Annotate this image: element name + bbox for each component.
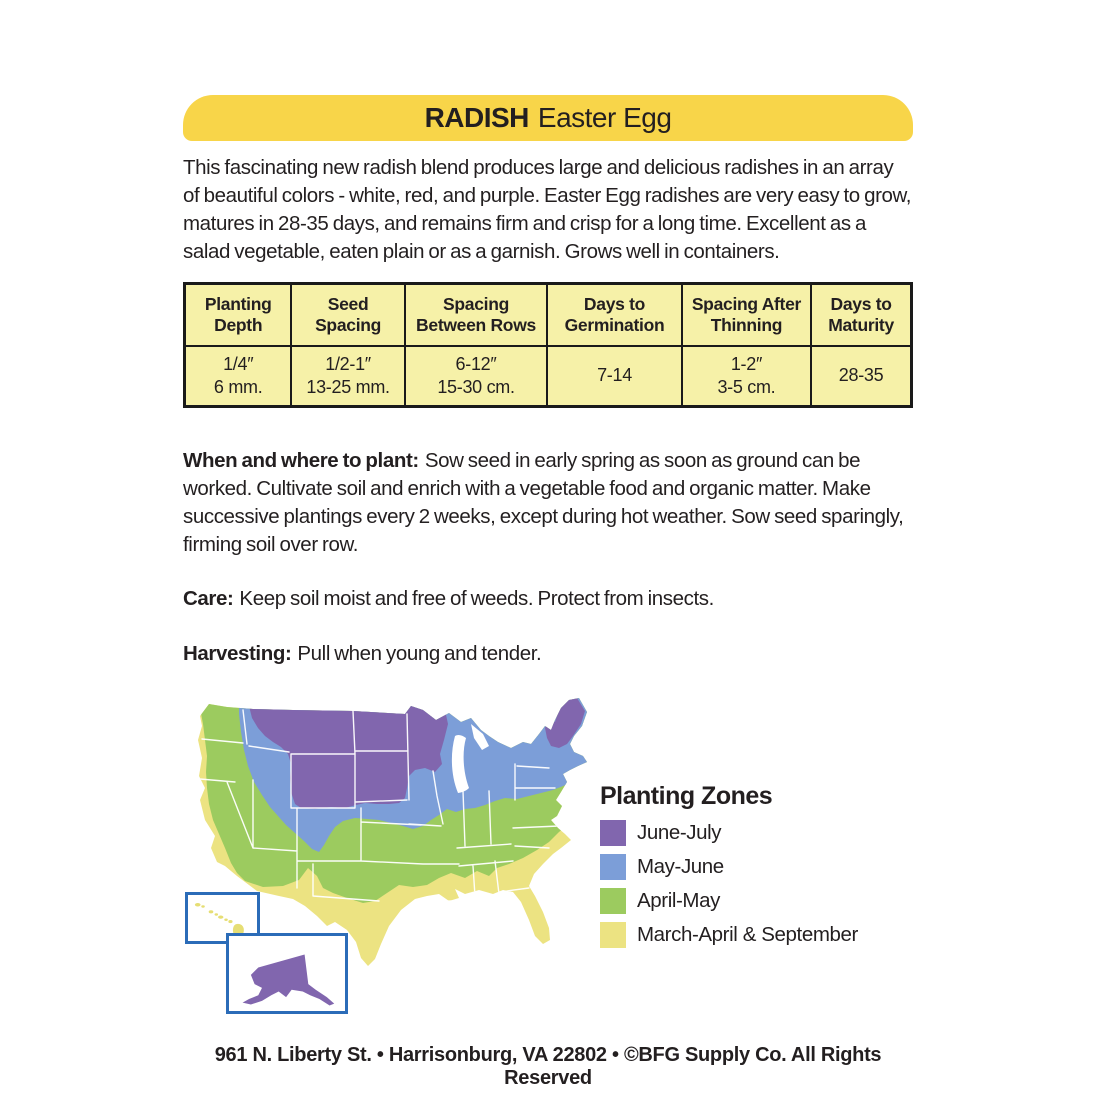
section-care: [183, 585, 913, 613]
cultivar-name: Easter Egg: [537, 102, 672, 133]
table-cell: 1-2″ 3-5 cm.: [682, 346, 811, 407]
section-harvesting: [183, 640, 913, 668]
title-banner: [183, 95, 913, 141]
planting-zones-map-area: [183, 696, 913, 1031]
section-label: Harvesting:: [183, 642, 292, 665]
legend-label: May-June: [637, 855, 724, 878]
table-cell: 1/2-1″ 13-25 mm.: [291, 346, 404, 407]
legend-item: [600, 888, 858, 914]
label-content: [183, 0, 913, 1090]
table-cell: 6-12″ 15-30 cm.: [405, 346, 547, 407]
legend-title: Planting Zones: [600, 782, 773, 810]
table-header-row: [185, 284, 912, 346]
section-text: Keep soil moist and free of weeds. Protect from insects.: [239, 587, 714, 610]
zone-june-july-northeast: [545, 698, 585, 748]
alaska-inset: [226, 933, 348, 1014]
col-header: Spacing Between Rows: [405, 284, 547, 346]
legend-item: [600, 922, 858, 948]
variety-name: RADISH: [424, 102, 529, 133]
legend-swatch-may-june: [600, 854, 626, 880]
section-label: Care:: [183, 587, 234, 610]
growing-info-table: [183, 282, 913, 408]
col-header: Days to Germination: [547, 284, 681, 346]
section-when-and-where: [183, 447, 913, 559]
col-header: Planting Depth: [185, 284, 292, 346]
legend-label: March-April & September: [637, 923, 858, 946]
legend-item: [600, 820, 858, 846]
description-paragraph: This fascinating new radish blend produces large and delicious radishes in an array of beautiful colors - white, red, and purple. Easter Egg radishes are very easy to grow, matures in 28-35 days, and remains firm and crisp for a long time. Excellent as a salad vegetable, eaten plain or as a garnish. Grows well in containers.: [183, 156, 912, 263]
legend-swatch-june-july: [600, 820, 626, 846]
table-cell: 7-14: [547, 346, 681, 407]
table-value-row: [185, 346, 912, 407]
section-label: When and where to plant:: [183, 449, 419, 472]
col-header: Spacing After Thinning: [682, 284, 811, 346]
footer-address-line: 961 N. Liberty St. • Harrisonburg, VA 22802 • ©BFG Supply Co. All Rights Reserved: [214, 1044, 882, 1089]
alaska-shape: [229, 936, 345, 1011]
col-header: Days to Maturity: [811, 284, 911, 346]
legend-label: June-July: [637, 821, 722, 844]
section-text: Pull when young and tender.: [297, 642, 542, 665]
legend-swatch-march-april-september: [600, 922, 626, 948]
table-cell: 28-35: [811, 346, 911, 407]
legend-item: [600, 854, 858, 880]
col-header: Seed Spacing: [291, 284, 404, 346]
planting-zones-legend: [600, 782, 858, 956]
legend-label: April-May: [637, 889, 720, 912]
legend-swatch-april-may: [600, 888, 626, 914]
section-text: Sow seed in early spring as soon as ground can be worked. Cultivate soil and enrich with a vegetable food and organic matter. Make successive plantings every 2 weeks, except during hot weather. Sow seed sparingly, firming soil over row.: [183, 449, 904, 556]
table-cell: 1/4″ 6 mm.: [185, 346, 292, 407]
